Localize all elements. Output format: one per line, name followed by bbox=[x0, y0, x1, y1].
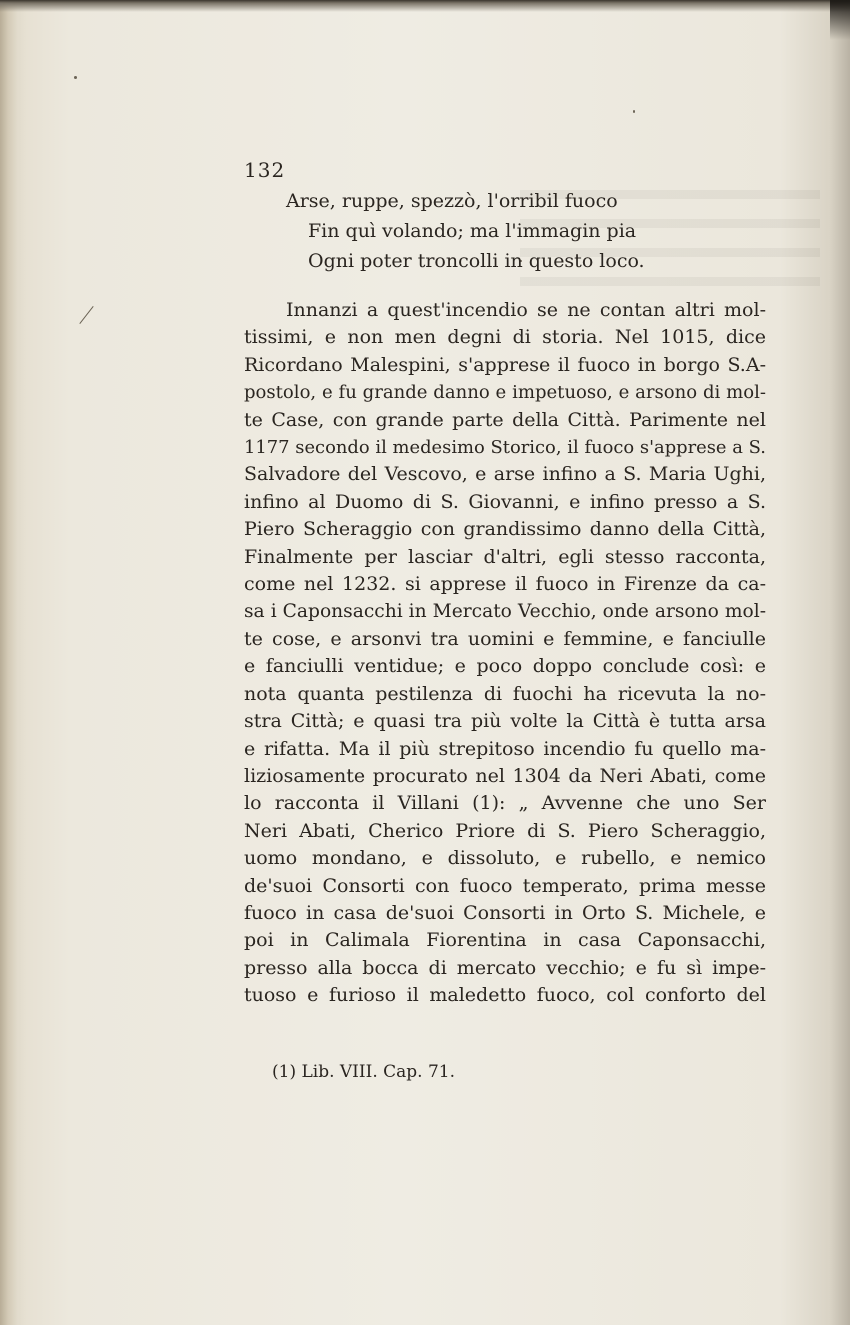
text-line: 1177 secondo il medesimo Storico, il fuoco s'apprese a S. bbox=[244, 437, 766, 459]
text-line: nota quanta pestilenza di fuochi ha ricevuta la no- bbox=[244, 682, 766, 705]
text-line: de'suoi Consorti con fuoco temperato, prima messe bbox=[244, 874, 766, 897]
text-line: e fanciulli ventidue; e poco doppo conclude così: e bbox=[244, 655, 766, 678]
footnote: (1) Lib. VIII. Cap. 71. bbox=[272, 1062, 455, 1082]
text-line: te Case, con grande parte della Città. Parimente nel bbox=[244, 408, 766, 431]
page-number: 132 bbox=[244, 158, 286, 182]
text-line: uomo mondano, e dissoluto, e rubello, e nemico bbox=[244, 847, 766, 870]
text-line: poi in Calimala Fiorentina in casa Caponsacchi, bbox=[244, 929, 766, 952]
text-line: Ricordano Malespini, s'apprese il fuoco in borgo S.A- bbox=[244, 353, 766, 376]
text-line: te cose, e arsonvi tra uomini e femmine, e fanciulle bbox=[244, 627, 766, 650]
paper-speck bbox=[74, 76, 77, 79]
paper-speck bbox=[633, 110, 635, 113]
text-line: Piero Scheraggio con grandissimo danno della Città, bbox=[244, 518, 766, 541]
text-line: Neri Abati, Cherico Priore di S. Piero Scheraggio, bbox=[244, 819, 766, 842]
verse-line: Ogni poter troncolli in questo loco. bbox=[308, 250, 645, 272]
page-top-edge bbox=[0, 0, 850, 12]
text-line: postolo, e fu grande danno e impetuoso, e arsono di mol- bbox=[244, 382, 766, 404]
text-line: liziosamente procurato nel 1304 da Neri Abati, come bbox=[244, 764, 766, 787]
text-line: Finalmente per lasciar d'altri, egli stesso racconta, bbox=[244, 545, 766, 568]
text-line: sa i Caponsacchi in Mercato Vecchio, onde arsono mol- bbox=[244, 601, 766, 623]
verse-line: Fin quì volando; ma l'immagin pia bbox=[308, 220, 637, 242]
text-line: Innanzi a quest'incendio se ne contan altri mol- bbox=[286, 299, 766, 321]
verse-stanza bbox=[286, 186, 645, 276]
text-line: tissimi, e non men degni di storia. Nel 1015, dice bbox=[244, 326, 766, 349]
text-line: e rifatta. Ma il più strepitoso incendio fu quello ma- bbox=[244, 737, 766, 760]
text-line: stra Città; e quasi tra più volte la Città è tutta arsa bbox=[244, 710, 766, 733]
pencil-mark bbox=[79, 306, 93, 324]
text-line: Salvadore del Vescovo, e arse infino a S. Maria Ughi, bbox=[244, 463, 766, 486]
page-corner-shadow bbox=[830, 0, 850, 40]
text-line: infino al Duomo di S. Giovanni, e infino presso a S. bbox=[244, 490, 766, 513]
text-line: fuoco in casa de'suoi Consorti in Orto S. Michele, e bbox=[244, 901, 766, 924]
main-paragraph bbox=[244, 297, 766, 1010]
text-line: lo racconta il Villani (1): „ Avvenne che uno Ser bbox=[244, 792, 766, 815]
verse-line: Arse, ruppe, spezzò, l'orribil fuoco bbox=[286, 190, 618, 212]
text-line: tuoso e furioso il maledetto fuoco, col conforto del bbox=[244, 984, 766, 1007]
text-line: presso alla bocca di mercato vecchio; e fu sì impe- bbox=[244, 956, 766, 979]
page-binding-edge bbox=[0, 0, 26, 1325]
text-line: come nel 1232. si apprese il fuoco in Firenze da ca- bbox=[244, 573, 766, 596]
